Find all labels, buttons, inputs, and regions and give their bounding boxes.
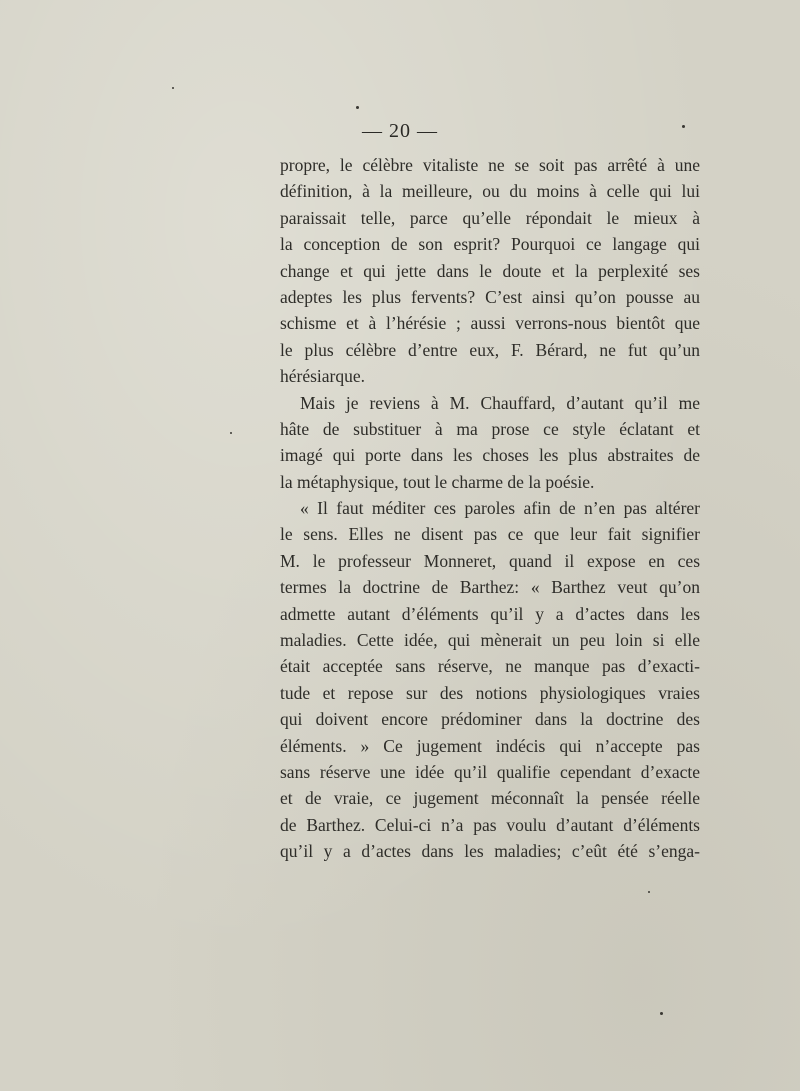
text-line: schisme et à l’hérésie ; aussi verrons-nous bientôt que xyxy=(280,313,700,334)
text-line: qu’il y a d’actes dans les maladies; c’eût été s’enga- xyxy=(280,841,700,862)
text-line: le plus célèbre d’entre eux, F. Bérard, ne fut qu’un xyxy=(280,339,700,360)
paper-speck xyxy=(356,106,359,109)
page-number: — 20 — xyxy=(362,120,438,142)
text-line: adeptes les plus fervents? C’est ainsi qu’on pousse au xyxy=(280,286,700,307)
text-line: définition, à la meilleure, ou du moins à celle qui lui xyxy=(280,181,700,202)
text-line: éléments. » Ce jugement indécis qui n’accepte pas xyxy=(280,735,700,756)
text-line: propre, le célèbre vitaliste ne se soit pas arrêté à une xyxy=(280,155,700,175)
paper-speck xyxy=(682,125,685,128)
text-line: M. le professeur Monneret, quand il expose en ces xyxy=(280,550,700,571)
text-line: la conception de son esprit? Pourquoi ce langage qui xyxy=(280,234,700,255)
text-line: hâte de substituer à ma prose ce style éclatant et xyxy=(280,418,700,439)
text-line: qui doivent encore prédominer dans la doctrine des xyxy=(280,709,700,730)
text-line: change et qui jette dans le doute et la perplexité ses xyxy=(280,260,700,281)
paper-speck xyxy=(648,891,650,893)
text-line: et de vraie, ce jugement méconnaît la pensée réelle xyxy=(280,788,700,809)
text-line: admette autant d’éléments qu’il y a d’actes dans les xyxy=(280,603,700,624)
text-line: « Il faut méditer ces paroles afin de n’en pas altérer xyxy=(300,498,700,519)
text-line: était acceptée sans réserve, ne manque pas d’exacti- xyxy=(280,656,700,677)
text-line: tude et repose sur des notions physiologiques vraies xyxy=(280,682,700,703)
text-line: hérésiarque. xyxy=(280,366,366,387)
text-line: paraissait telle, parce qu’elle répondait le mieux à xyxy=(280,207,700,228)
paper-speck xyxy=(230,432,232,434)
paper-speck xyxy=(660,1012,663,1015)
text-line: la métaphysique, tout le charme de la poésie. xyxy=(280,471,595,492)
text-line: termes la doctrine de Barthez: « Barthez veut qu’on xyxy=(280,577,700,598)
text-line: maladies. Cette idée, qui mènerait un peu loin si elle xyxy=(280,630,700,651)
text-line: sans réserve une idée qu’il qualifie cependant d’exacte xyxy=(280,761,700,782)
text-line: imagé qui porte dans les choses les plus abstraites de xyxy=(280,445,700,466)
text-line: de Barthez. Celui-ci n’a pas voulu d’autant d’éléments xyxy=(280,814,700,835)
text-line: Mais je reviens à M. Chauffard, d’autant qu’il me xyxy=(300,392,700,413)
body-text xyxy=(280,152,700,865)
paper-speck xyxy=(172,87,174,89)
text-line: le sens. Elles ne disent pas ce que leur fait signifier xyxy=(280,524,700,545)
